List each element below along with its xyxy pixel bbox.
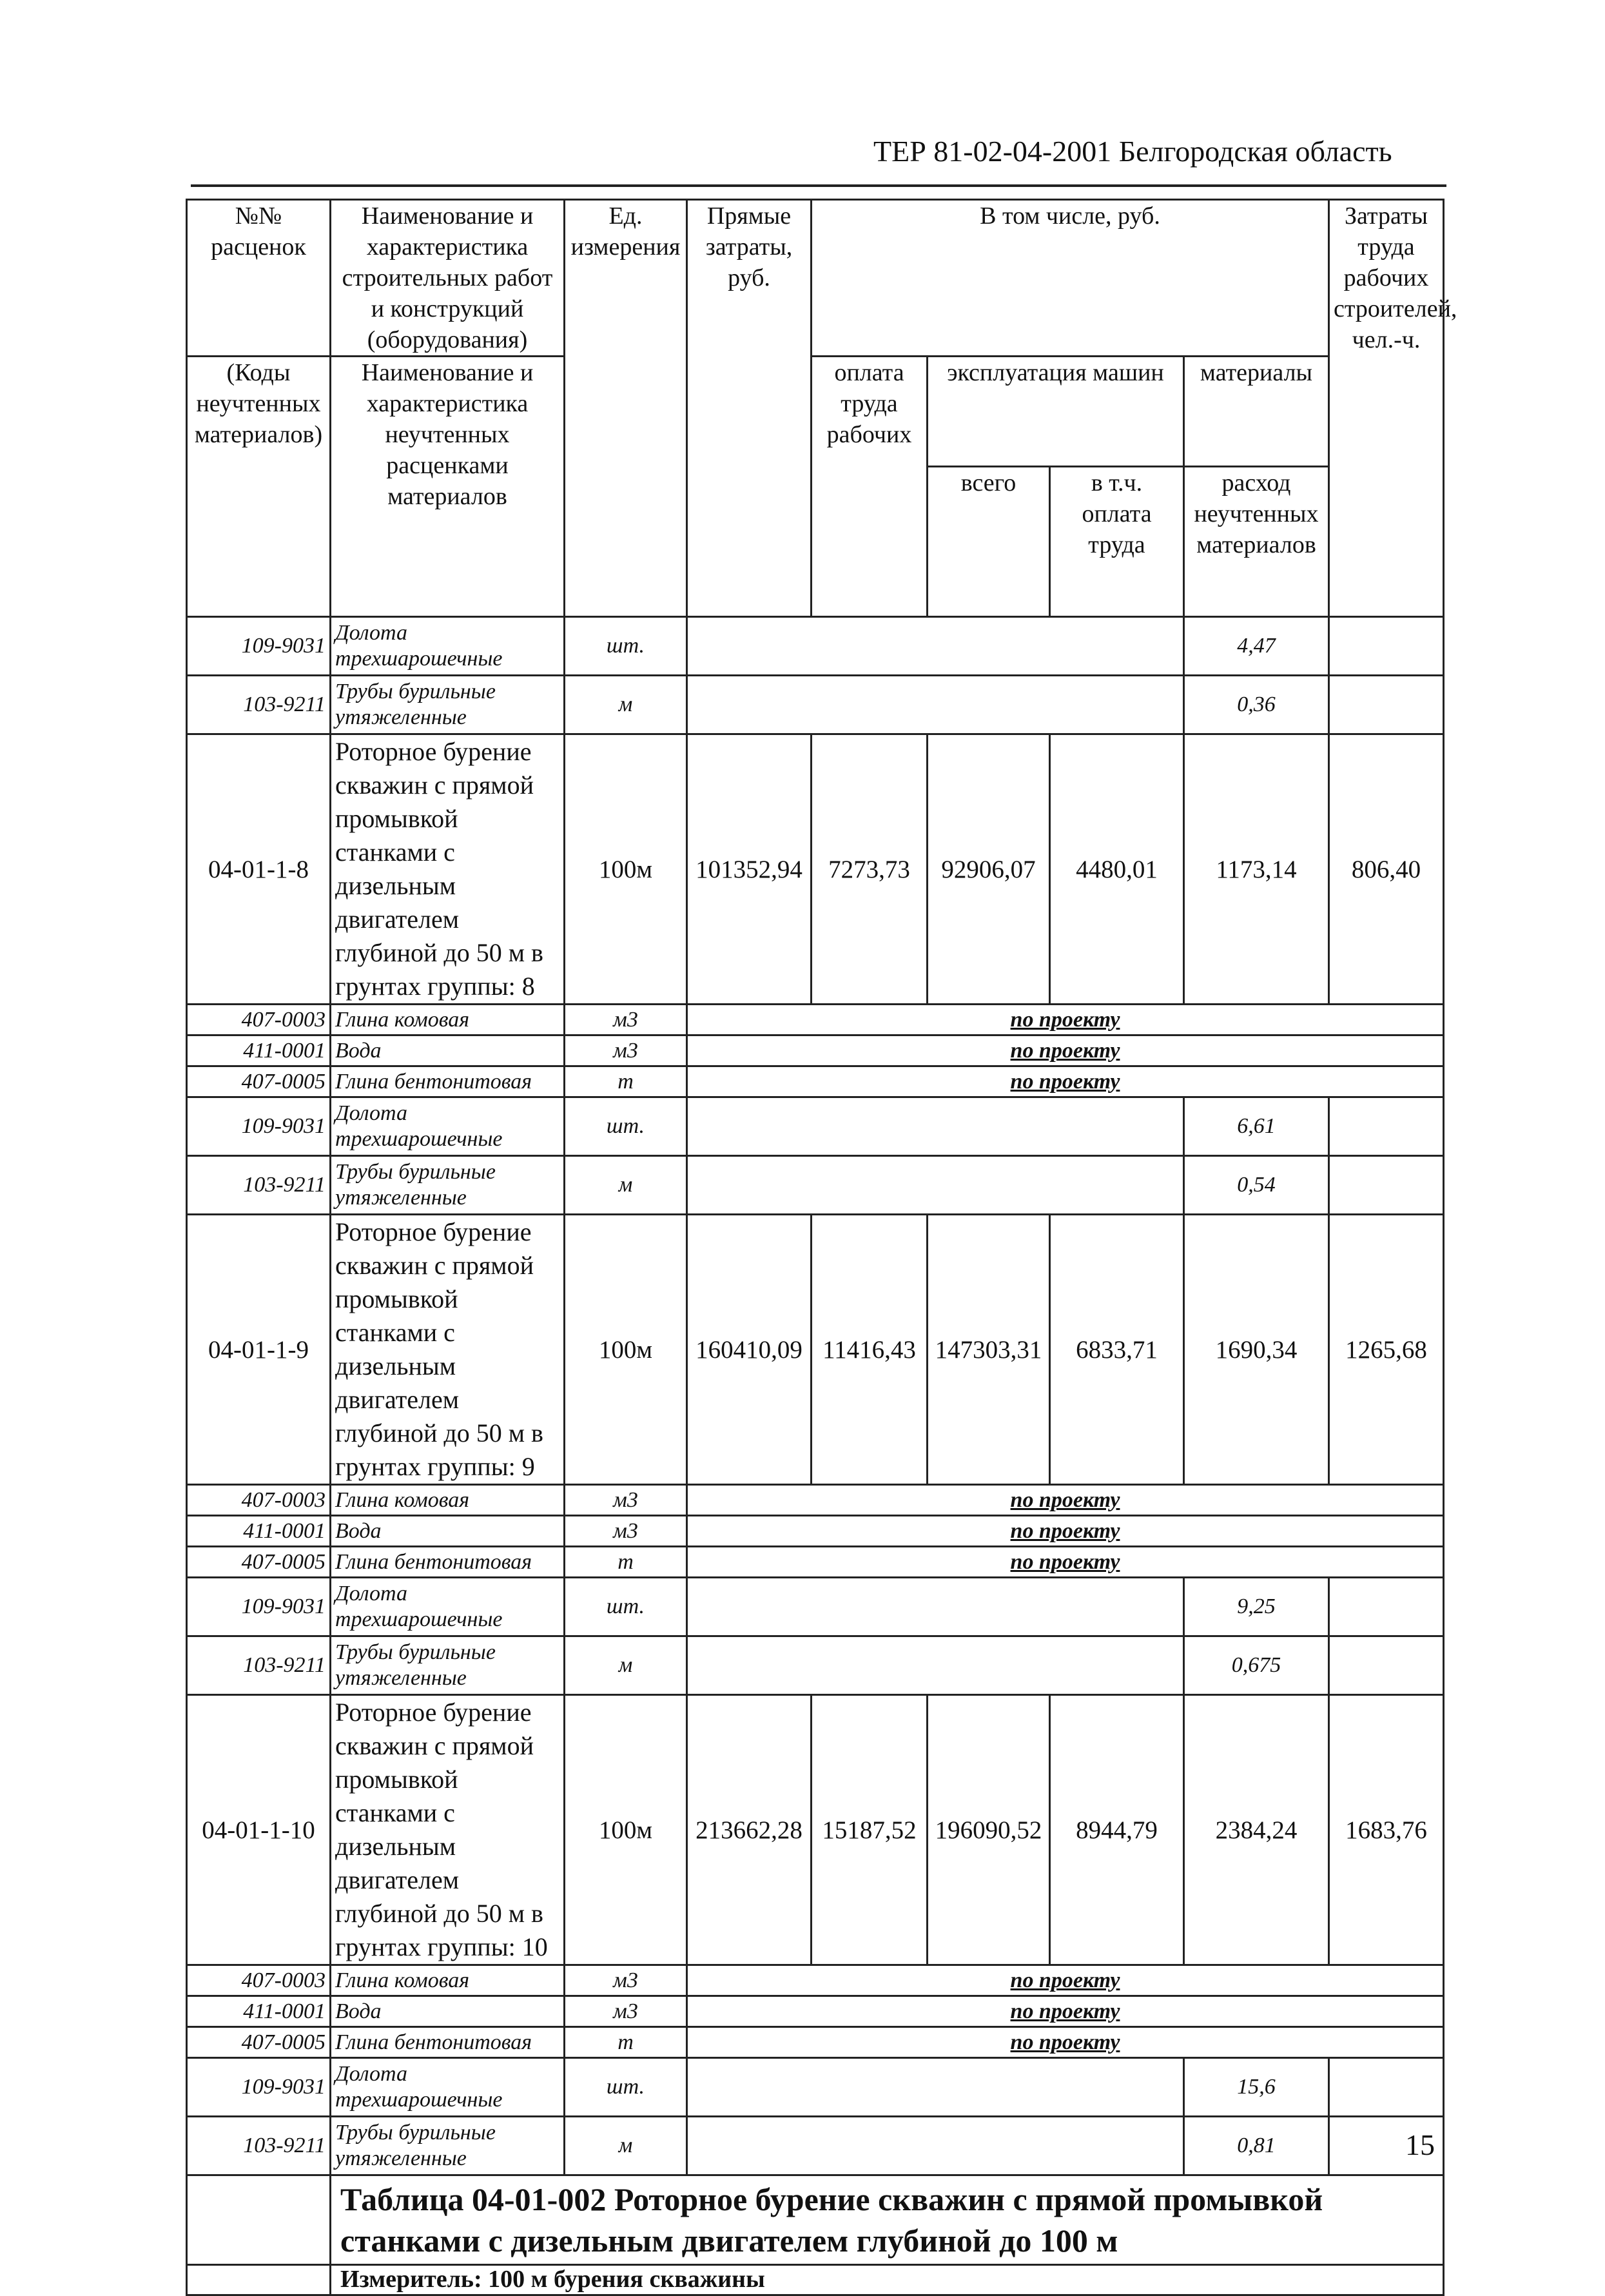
material-name: Трубы бурильные утяжеленные [331, 2117, 565, 2175]
material-consumption: по проекту [687, 1965, 1444, 1996]
material-name: Глина бентонитовая [331, 1066, 565, 1097]
labor-hours: 1265,68 [1329, 1215, 1444, 1485]
unit: 100м [565, 1215, 687, 1485]
next-table-title: Таблица 04-01-002 Роторное бурение скважин с прямой промывкой станками с дизельным двигателем глубиной до 100 м [331, 2175, 1444, 2265]
price-code: 04-01-1-8 [187, 734, 331, 1005]
empty-cell [1329, 617, 1444, 676]
next-table-measure: Измеритель: 100 м бурения скважины [331, 2265, 1444, 2295]
material-name: Трубы бурильные утяжеленные [331, 676, 565, 734]
material-consumption: 9,25 [1184, 1578, 1329, 1636]
material-consumption: 0,54 [1184, 1156, 1329, 1215]
page-number: 15 [1405, 2128, 1435, 2161]
header-unit: Ед. измерения [565, 200, 687, 617]
material-unit: м [565, 2117, 687, 2175]
empty-cell [687, 2117, 1184, 2175]
work-name: Роторное бурение скважин с прямой промывкой станками с дизельным двигателем глубиной до 50 м в грунтах группы: 9 [331, 1215, 565, 1485]
workers-wage: 11416,43 [812, 1215, 928, 1485]
next-table-title-row [187, 2175, 1444, 2265]
empty-cell [687, 1097, 1184, 1156]
material-row-project [187, 1005, 1444, 1035]
machines-wage: 4480,01 [1050, 734, 1184, 1005]
material-consumption: по проекту [687, 2027, 1444, 2058]
machines-total: 196090,52 [928, 1695, 1050, 1965]
material-row [187, 1156, 1444, 1215]
material-row-project [187, 1485, 1444, 1516]
header-row-1 [187, 200, 1444, 357]
material-name: Глина комовая [331, 1005, 565, 1035]
material-row-project [187, 1516, 1444, 1547]
empty-cell [687, 2058, 1184, 2117]
material-consumption: по проекту [687, 1035, 1444, 1066]
material-row-project [187, 1965, 1444, 1996]
header-codes: (Коды неучтенных материалов) [187, 357, 331, 617]
header-num: №№ расценок [187, 200, 331, 357]
machines-wage: 6833,71 [1050, 1215, 1184, 1485]
material-unit: шт. [565, 1578, 687, 1636]
empty-cell [187, 2265, 331, 2295]
direct-costs: 160410,09 [687, 1215, 812, 1485]
material-unit: м [565, 1636, 687, 1695]
material-row-project [187, 1547, 1444, 1578]
header-row-2 [187, 357, 1444, 467]
material-code: 103-9211 [187, 1156, 331, 1215]
material-name: Глина бентонитовая [331, 2027, 565, 2058]
material-code: 407-0003 [187, 1005, 331, 1035]
machines-wage: 8944,79 [1050, 1695, 1184, 1965]
header-divider [191, 184, 1446, 187]
material-name: Глина комовая [331, 1965, 565, 1996]
header-wage: оплата труда рабочих [812, 357, 928, 617]
empty-cell [187, 2175, 331, 2265]
unit: 100м [565, 734, 687, 1005]
header-name: Наименование и характеристика строительных работ и конструкций (оборудования) [331, 200, 565, 357]
empty-cell [687, 1636, 1184, 1695]
material-consumption: по проекту [687, 1516, 1444, 1547]
material-row [187, 676, 1444, 734]
empty-cell [687, 676, 1184, 734]
empty-cell [687, 1156, 1184, 1215]
material-unit: т [565, 1547, 687, 1578]
material-code: 411-0001 [187, 1516, 331, 1547]
material-name: Долота трехшарошечные [331, 1578, 565, 1636]
material-consumption: 0,675 [1184, 1636, 1329, 1695]
material-unit: м3 [565, 1516, 687, 1547]
material-unit: м3 [565, 1485, 687, 1516]
workers-wage: 15187,52 [812, 1695, 928, 1965]
material-name: Глина бентонитовая [331, 1547, 565, 1578]
material-unit: шт. [565, 1097, 687, 1156]
material-consumption: 6,61 [1184, 1097, 1329, 1156]
material-consumption: по проекту [687, 1996, 1444, 2027]
material-name: Долота трехшарошечные [331, 1097, 565, 1156]
empty-cell [1329, 1097, 1444, 1156]
empty-cell [687, 1578, 1184, 1636]
material-unit: шт. [565, 2058, 687, 2117]
material-code: 407-0003 [187, 1965, 331, 1996]
material-code: 103-9211 [187, 676, 331, 734]
workers-wage: 7273,73 [812, 734, 928, 1005]
material-code: 407-0005 [187, 1547, 331, 1578]
material-unit: м3 [565, 1996, 687, 2027]
material-code: 109-9031 [187, 1097, 331, 1156]
materials-cost: 1690,34 [1184, 1215, 1329, 1485]
direct-costs: 213662,28 [687, 1695, 812, 1965]
material-name: Вода [331, 1516, 565, 1547]
header-machines: эксплуатация машин [928, 357, 1184, 467]
material-unit: м [565, 676, 687, 734]
material-name: Вода [331, 1996, 565, 2027]
work-name: Роторное бурение скважин с прямой промывкой станками с дизельным двигателем глубиной до 50 м в грунтах группы: 8 [331, 734, 565, 1005]
material-row-project [187, 1996, 1444, 2027]
material-code: 407-0005 [187, 2027, 331, 2058]
empty-cell [1329, 676, 1444, 734]
material-consumption: 4,47 [1184, 617, 1329, 676]
material-name: Долота трехшарошечные [331, 2058, 565, 2117]
material-consumption: 0,81 [1184, 2117, 1329, 2175]
header-machines-total: всего [928, 467, 1050, 617]
material-name: Долота трехшарошечные [331, 617, 565, 676]
header-machines-wage: в т.ч. оплата труда [1050, 467, 1184, 617]
empty-cell [1329, 2058, 1444, 2117]
material-code: 407-0005 [187, 1066, 331, 1097]
material-name: Вода [331, 1035, 565, 1066]
header-incl: В том числе, руб. [812, 200, 1329, 357]
material-code: 103-9211 [187, 2117, 331, 2175]
document-header-title: ТЕР 81-02-04-2001 Белгородская область [873, 135, 1392, 168]
machines-total: 147303,31 [928, 1215, 1050, 1485]
labor-hours: 806,40 [1329, 734, 1444, 1005]
material-name: Трубы бурильные утяжеленные [331, 1156, 565, 1215]
price-table [186, 199, 1457, 2296]
price-row [187, 734, 1444, 1005]
price-row [187, 1695, 1444, 1965]
material-consumption: 0,36 [1184, 676, 1329, 734]
material-consumption: по проекту [687, 1547, 1444, 1578]
material-code: 109-9031 [187, 2058, 331, 2117]
material-row [187, 2117, 1444, 2175]
material-row [187, 1097, 1444, 1156]
header-mat-name: Наименование и характеристика неучтенных расценками материалов [331, 357, 565, 617]
material-row [187, 1636, 1444, 1695]
header-materials: материалы [1184, 357, 1329, 467]
material-name: Глина комовая [331, 1485, 565, 1516]
material-consumption: по проекту [687, 1005, 1444, 1035]
labor-hours: 1683,76 [1329, 1695, 1444, 1965]
header-direct: Прямые затраты, руб. [687, 200, 812, 617]
material-unit: м3 [565, 1005, 687, 1035]
unit: 100м [565, 1695, 687, 1965]
material-code: 103-9211 [187, 1636, 331, 1695]
material-row [187, 1578, 1444, 1636]
material-unit: м [565, 1156, 687, 1215]
price-code: 04-01-1-10 [187, 1695, 331, 1965]
price-code: 04-01-1-9 [187, 1215, 331, 1485]
material-consumption: 15,6 [1184, 2058, 1329, 2117]
material-row-project [187, 1066, 1444, 1097]
materials-cost: 1173,14 [1184, 734, 1329, 1005]
price-row [187, 1215, 1444, 1485]
direct-costs: 101352,94 [687, 734, 812, 1005]
material-name: Трубы бурильные утяжеленные [331, 1636, 565, 1695]
material-unit: т [565, 2027, 687, 2058]
material-consumption: по проекту [687, 1485, 1444, 1516]
material-row-project [187, 1035, 1444, 1066]
materials-cost: 2384,24 [1184, 1695, 1329, 1965]
material-consumption: по проекту [687, 1066, 1444, 1097]
material-unit: шт. [565, 617, 687, 676]
machines-total: 92906,07 [928, 734, 1050, 1005]
next-table-measure-row [187, 2265, 1444, 2295]
material-row-project [187, 2027, 1444, 2058]
header-labor: Затраты труда рабочих строителей, чел.-ч. [1329, 200, 1444, 617]
material-unit: т [565, 1066, 687, 1097]
material-unit: м3 [565, 1035, 687, 1066]
material-row [187, 2058, 1444, 2117]
material-code: 411-0001 [187, 1996, 331, 2027]
material-unit: м3 [565, 1965, 687, 1996]
material-code: 407-0003 [187, 1485, 331, 1516]
material-row [187, 617, 1444, 676]
material-code: 109-9031 [187, 617, 331, 676]
header-consumption: расход неучтенных материалов [1184, 467, 1329, 617]
empty-cell [1329, 1636, 1444, 1695]
material-code: 109-9031 [187, 1578, 331, 1636]
work-name: Роторное бурение скважин с прямой промывкой станками с дизельным двигателем глубиной до 50 м в грунтах группы: 10 [331, 1695, 565, 1965]
empty-cell [1329, 1156, 1444, 1215]
material-code: 411-0001 [187, 1035, 331, 1066]
empty-cell [687, 617, 1184, 676]
empty-cell [1329, 1578, 1444, 1636]
